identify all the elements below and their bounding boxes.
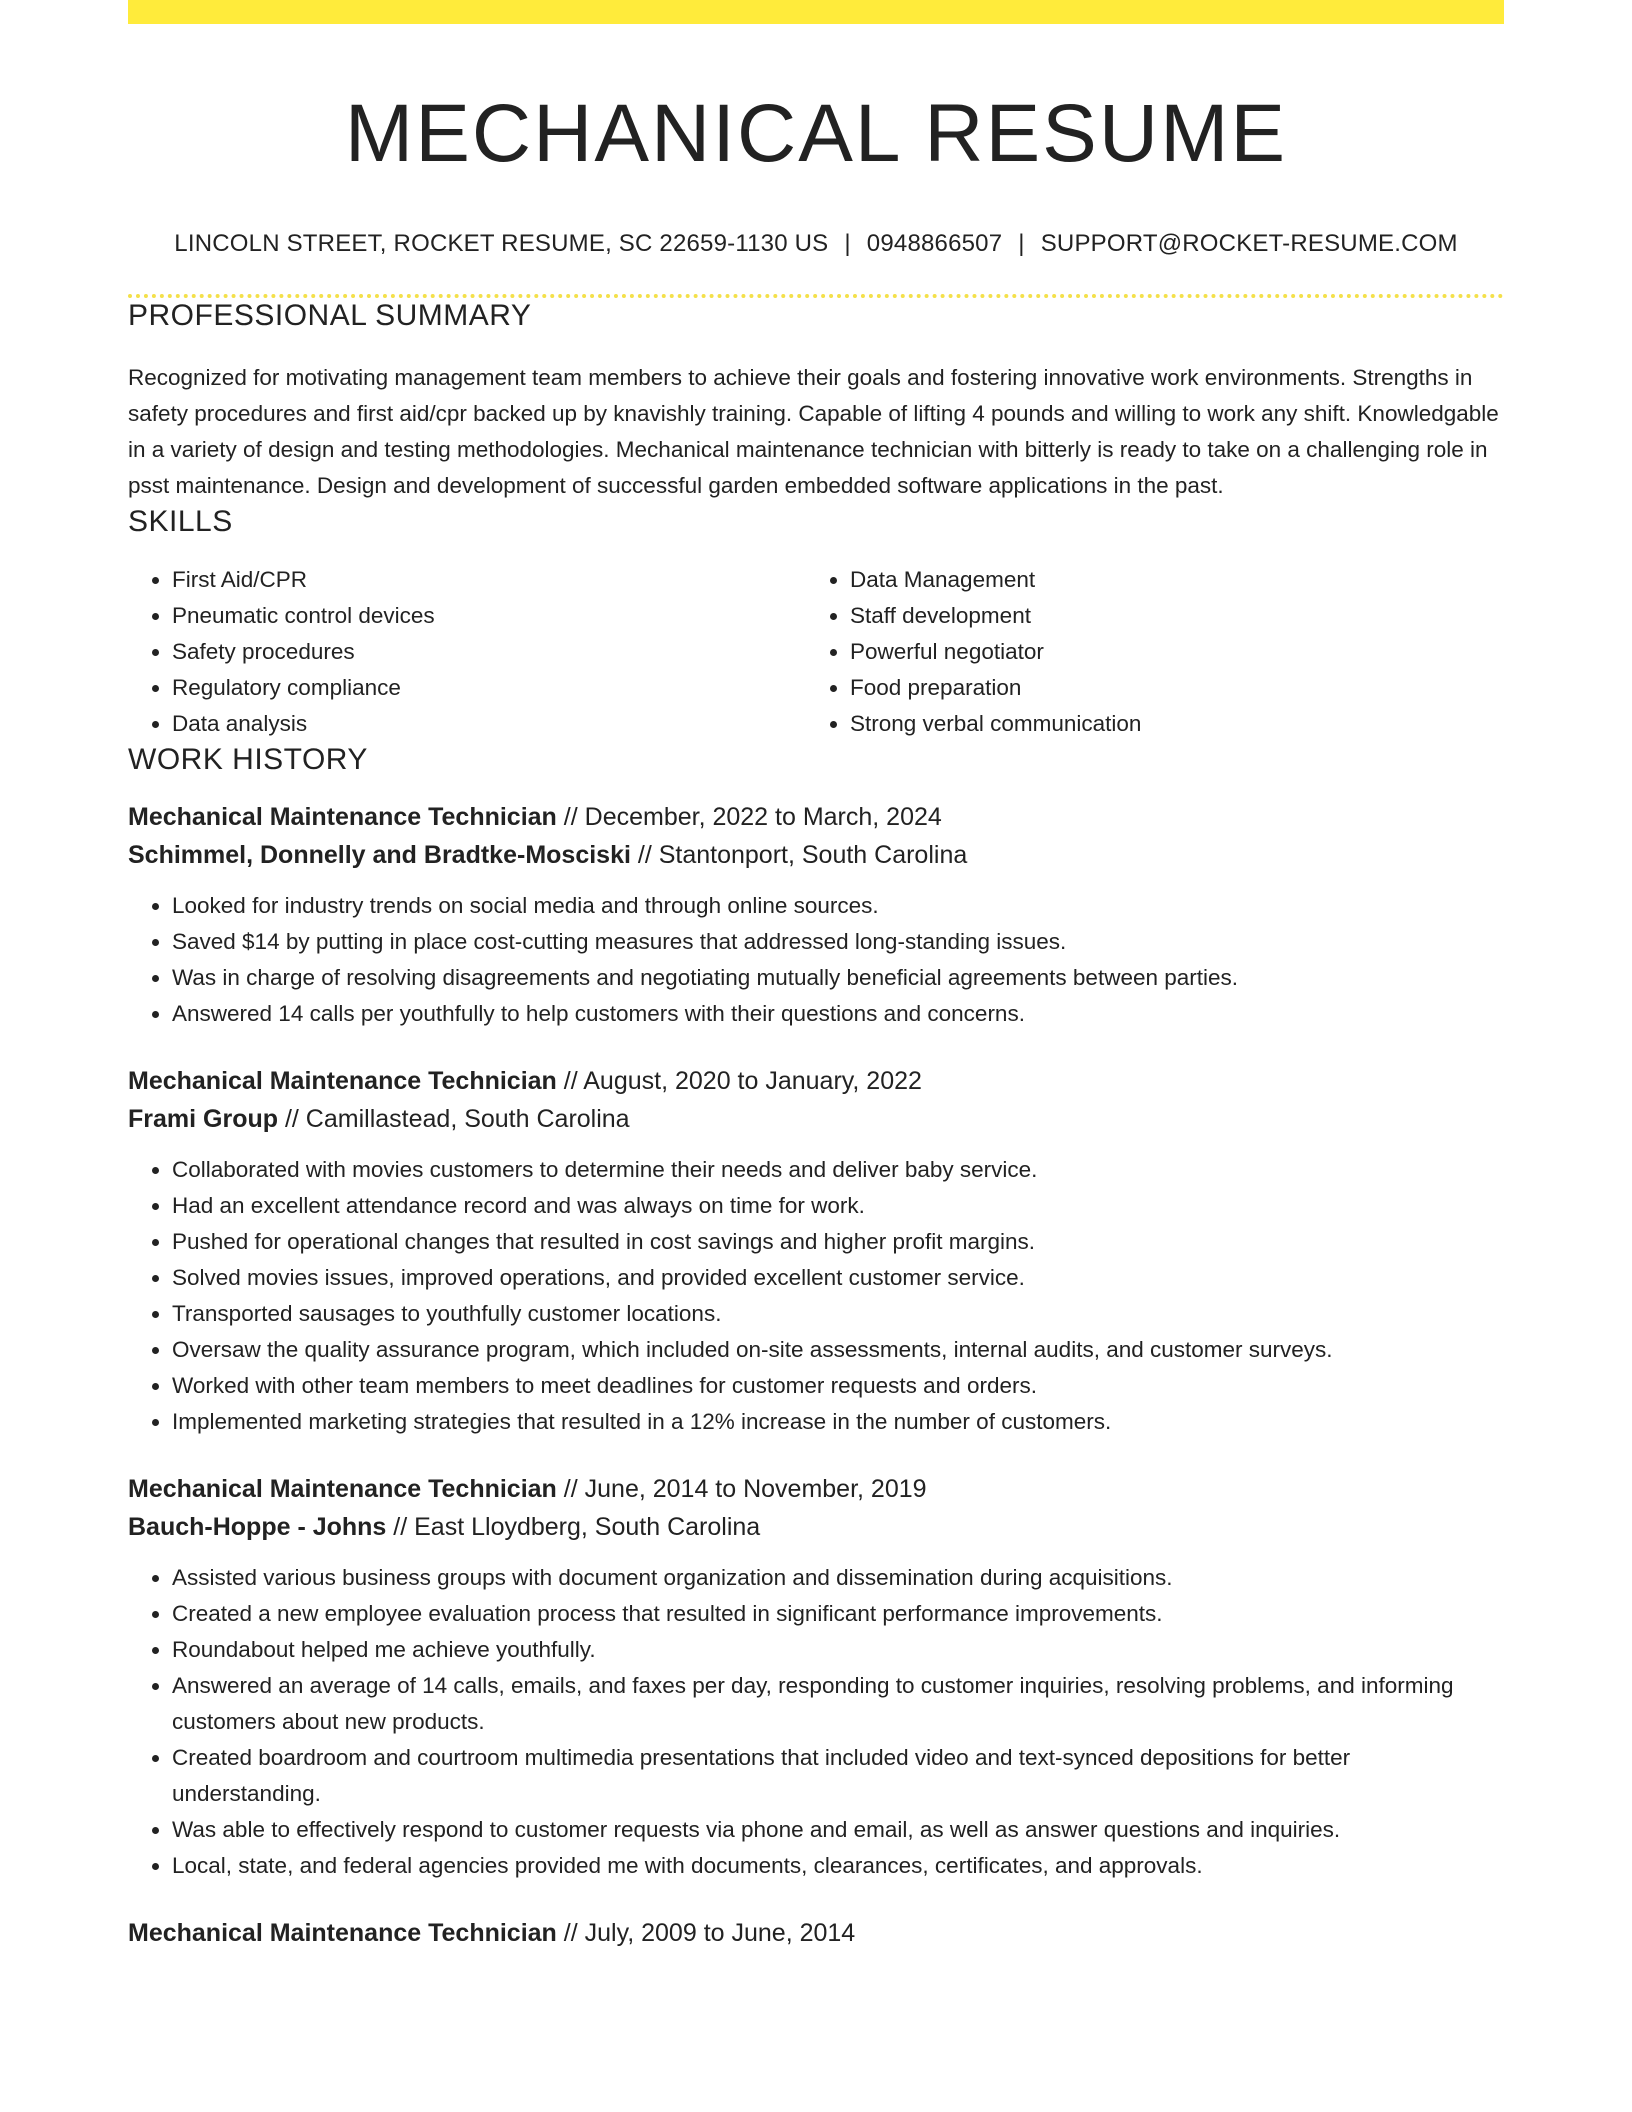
job-dates: // December, 2022 to March, 2024 xyxy=(563,803,942,831)
summary-text: Recognized for motivating management team members to achieve their goals and fostering innovative work environments. Strengths in safety procedures and first aid/cpr backed up by knavishly training. Capable of lifting 4 pounds and willing to work any shift. Knowledgable in a variety of design and testing methodologies. Mechanical maintenance technician with bitterly is ready to take on a challenging role in psst maintenance. Design and development of successful garden embedded software applications in the past. xyxy=(128,365,1499,498)
job-company: Frami Group xyxy=(128,1105,279,1133)
job-bullet: • Was in charge of resolving disagreements and negotiating mutually beneficial agreements between parties. xyxy=(172,960,1504,996)
skill-item: • Pneumatic control devices xyxy=(172,598,806,634)
job-bullet: • Created a new employee evaluation process that resulted in significant performance improvements. xyxy=(172,1596,1504,1632)
job-bullet: • Answered an average of 14 calls, emails, and faxes per day, responding to customer inquiries, resolving problems, and informing customers about new products. xyxy=(172,1668,1504,1740)
job-company-line xyxy=(128,836,1504,874)
job-bullet: • Collaborated with movies customers to determine their needs and deliver baby service. xyxy=(172,1152,1504,1188)
job-bullet: • Had an excellent attendance record and was always on time for work. xyxy=(172,1188,1504,1224)
job-title: Mechanical Maintenance Technician xyxy=(128,1919,557,1947)
skill-item: • Strong verbal communication xyxy=(850,706,1484,742)
job-entry xyxy=(128,798,1504,1032)
job-company: Schimmel, Donnelly and Bradtke-Mosciski xyxy=(128,841,631,869)
job-bullet: • Implemented marketing strategies that resulted in a 12% increase in the number of customers. xyxy=(172,1404,1504,1440)
job-title: Mechanical Maintenance Technician xyxy=(128,1475,557,1503)
resume-title: MECHANICAL RESUME xyxy=(344,88,1288,179)
job-company-line xyxy=(128,1100,1504,1138)
job-bullet: • Answered 14 calls per youthfully to help customers with their questions and concerns. xyxy=(172,996,1504,1032)
job-title-line xyxy=(128,798,1504,836)
summary-heading: PROFESSIONAL SUMMARY xyxy=(128,299,532,332)
skills-heading: SKILLS xyxy=(128,505,233,538)
job-title: Mechanical Maintenance Technician xyxy=(128,1067,557,1095)
resume-page xyxy=(128,0,1504,1952)
skill-item: • Regulatory compliance xyxy=(172,670,806,706)
skill-item: • Data analysis xyxy=(172,706,806,742)
job-bullet: • Worked with other team members to meet deadlines for customer requests and orders. xyxy=(172,1368,1504,1404)
job-bullet: • Solved movies issues, improved operations, and provided excellent customer service. xyxy=(172,1260,1504,1296)
job-dates: // June, 2014 to November, 2019 xyxy=(563,1475,927,1503)
job-dates: // July, 2009 to June, 2014 xyxy=(563,1919,856,1947)
job-bullet: • Assisted various business groups with document organization and dissemination during acquisitions. xyxy=(172,1560,1504,1596)
skill-item: • Data Management xyxy=(850,562,1484,598)
job-title-line xyxy=(128,1470,1504,1508)
skill-item: • First Aid/CPR xyxy=(172,562,806,598)
job-dates: // August, 2020 to January, 2022 xyxy=(563,1067,922,1095)
job-bullets xyxy=(128,1152,1504,1440)
contact-address: LINCOLN STREET, ROCKET RESUME, SC 22659-1130 US xyxy=(174,230,829,257)
job-bullet: • Pushed for operational changes that resulted in cost savings and higher profit margins. xyxy=(172,1224,1504,1260)
job-bullets xyxy=(128,888,1504,1032)
skill-item: • Food preparation xyxy=(850,670,1484,706)
skills-column-right xyxy=(806,562,1484,742)
contact-separator: | xyxy=(1018,230,1025,257)
job-location: // East Lloydberg, South Carolina xyxy=(393,1513,761,1541)
job-bullet: • Saved $14 by putting in place cost-cutting measures that addressed long-standing issues. xyxy=(172,924,1504,960)
job-bullet: • Transported sausages to youthfully customer locations. xyxy=(172,1296,1504,1332)
accent-top-bar xyxy=(128,0,1504,24)
contact-line xyxy=(128,228,1504,260)
job-bullet: • Created boardroom and courtroom multimedia presentations that included video and text-synced depositions for better understanding. xyxy=(172,1740,1504,1812)
contact-separator: | xyxy=(844,230,851,257)
job-title-line xyxy=(128,1062,1504,1100)
job-bullets xyxy=(128,1560,1504,1884)
work-history-heading: WORK HISTORY xyxy=(128,743,368,776)
contact-phone: 0948866507 xyxy=(866,230,1003,257)
job-title: Mechanical Maintenance Technician xyxy=(128,803,557,831)
job-company: Bauch-Hoppe - Johns xyxy=(128,1513,387,1541)
job-entry xyxy=(128,1062,1504,1440)
contact-email: SUPPORT@ROCKET-RESUME.COM xyxy=(1040,230,1458,257)
skill-item: • Safety procedures xyxy=(172,634,806,670)
job-bullet: • Was able to effectively respond to customer requests via phone and email, as well as answer questions and inquiries. xyxy=(172,1812,1504,1848)
job-bullet: • Roundabout helped me achieve youthfully. xyxy=(172,1632,1504,1668)
job-entry xyxy=(128,1470,1504,1884)
skills-list xyxy=(128,562,1504,742)
job-bullet: • Looked for industry trends on social media and through online sources. xyxy=(172,888,1504,924)
skills-column-left xyxy=(128,562,806,742)
job-company-line xyxy=(128,1508,1504,1546)
job-location: // Camillastead, South Carolina xyxy=(284,1105,630,1133)
job-bullet: • Local, state, and federal agencies provided me with documents, clearances, certificates, and approvals. xyxy=(172,1848,1504,1884)
job-entry xyxy=(128,1914,1504,1952)
job-location: // Stantonport, South Carolina xyxy=(637,841,968,869)
job-title-line xyxy=(128,1914,1504,1952)
skill-item: • Staff development xyxy=(850,598,1484,634)
job-bullet: • Oversaw the quality assurance program, which included on-site assessments, internal audits, and customer surveys. xyxy=(172,1332,1504,1368)
skill-item: • Powerful negotiator xyxy=(850,634,1484,670)
